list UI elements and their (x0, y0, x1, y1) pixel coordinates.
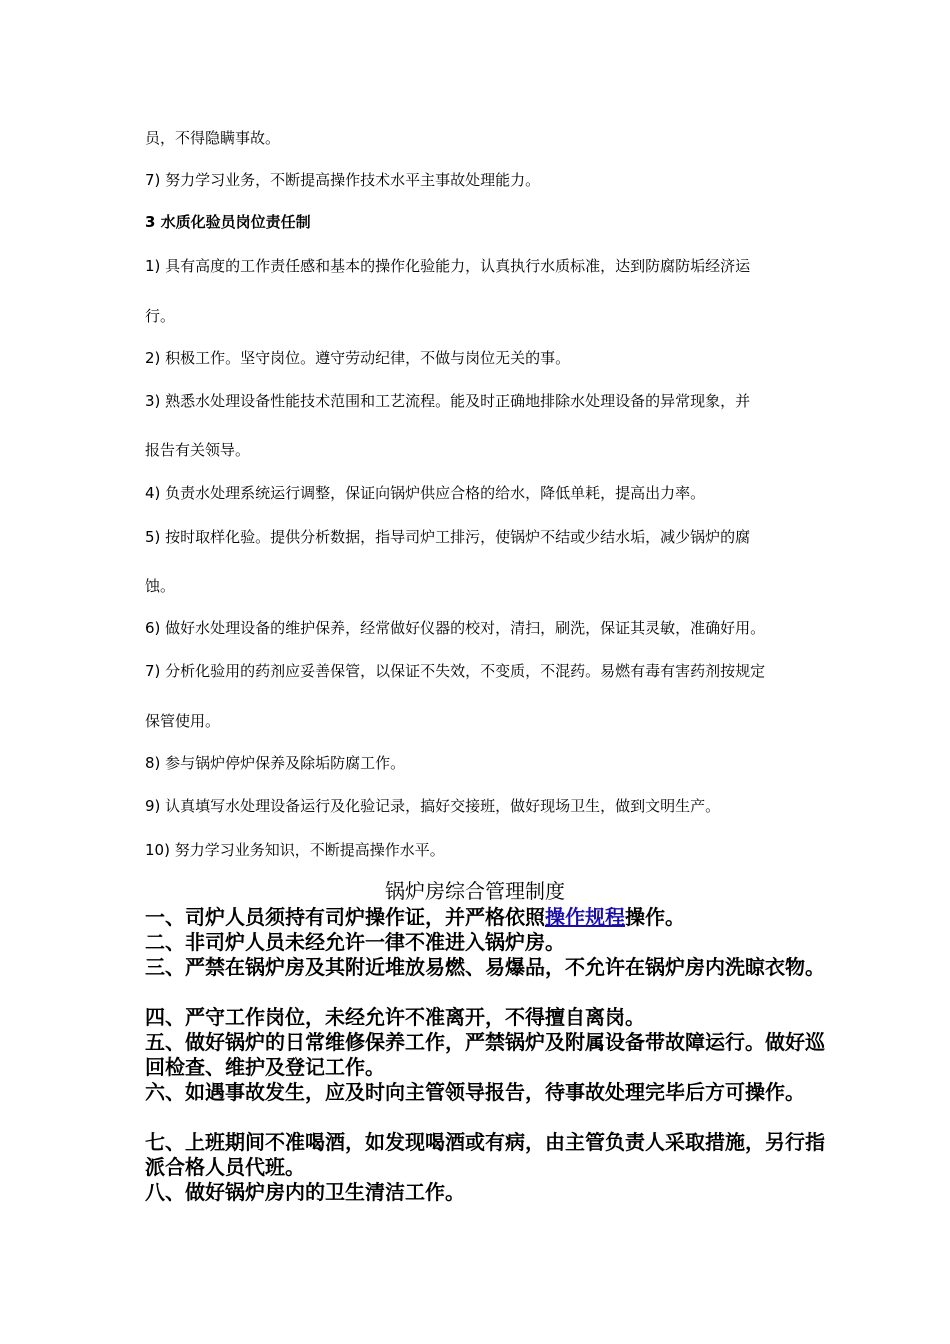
list-item: 1) 具有高度的工作责任感和基本的操作化验能力，认真执行水质标准，达到防腐防垢经济运 (145, 257, 751, 275)
list-item: 4) 负责水处理系统运行调整，保证向锅炉供应合格的给水，降低单耗，提高出力率。 (145, 484, 706, 502)
rule-item-2: 二、非司炉人员未经允许一律不准进入锅炉房。 (145, 930, 565, 954)
list-item: 8) 参与锅炉停炉保养及除垢防腐工作。 (145, 754, 406, 772)
list-item-continuation: 报告有关领导。 (145, 441, 251, 459)
rule-1-text-end: 操作。 (625, 905, 685, 929)
list-item-continuation: 保管使用。 (145, 712, 221, 730)
list-item: 3) 熟悉水处理设备性能技术范围和工艺流程。能及时正确地排除水处理设备的异常现象，并 (145, 392, 751, 410)
paragraph-continuation: 员，不得隐瞒事故。 (145, 129, 281, 147)
rule-item-7: 七、上班期间不准喝酒，如发现喝酒或有病，由主管负责人采取措施，另行指派合格人员代班。 (145, 1130, 825, 1179)
rule-item-3: 三、严禁在锅炉房及其附近堆放易燃、易爆品，不允许在锅炉房内洗晾衣物。 (145, 955, 825, 979)
rule-item-1 (145, 905, 825, 930)
list-item: 5) 按时取样化验。提供分析数据，指导司炉工排污，使锅炉不结或少结水垢，减少锅炉的腐 (145, 528, 751, 546)
paragraph-item-7: 7) 努力学习业务，不断提高操作技术水平主事故处理能力。 (145, 171, 541, 189)
list-item: 9) 认真填写水处理设备运行及化验记录，搞好交接班，做好现场卫生，做到文明生产。 (145, 797, 721, 815)
section-heading: 3 水质化验员岗位责任制 (145, 213, 311, 231)
rule-item-6: 六、如遇事故发生，应及时向主管领导报告，待事故处理完毕后方可操作。 (145, 1080, 805, 1104)
rule-item-5: 五、做好锅炉的日常维修保养工作，严禁锅炉及附属设备带故障运行。做好巡回检查、维护及登记工作。 (145, 1030, 825, 1079)
rule-1-text: 一、司炉人员须持有司炉操作证，并严格依照 (145, 905, 545, 929)
list-item: 2) 积极工作。坚守岗位。遵守劳动纪律，不做与岗位无关的事。 (145, 349, 571, 367)
list-item: 10) 努力学习业务知识，不断提高操作水平。 (145, 841, 445, 859)
boiler-rules-title: 锅炉房综合管理制度 (385, 879, 565, 903)
list-item-continuation: 蚀。 (145, 577, 176, 595)
rule-item-4: 四、严守工作岗位，未经允许不准离开，不得擅自离岗。 (145, 1005, 645, 1029)
rule-item-8: 八、做好锅炉房内的卫生清洁工作。 (145, 1180, 465, 1204)
list-item: 6) 做好水处理设备的维护保养，经常做好仪器的校对，清扫，刷洗，保证其灵敏，准确好用。 (145, 619, 766, 637)
list-item: 7) 分析化验用的药剂应妥善保管，以保证不失效，不变质，不混药。易燃有毒有害药剂按规定 (145, 662, 766, 680)
list-item-continuation: 行。 (145, 307, 176, 325)
operating-procedures-link[interactable]: 操作规程 (545, 905, 625, 929)
